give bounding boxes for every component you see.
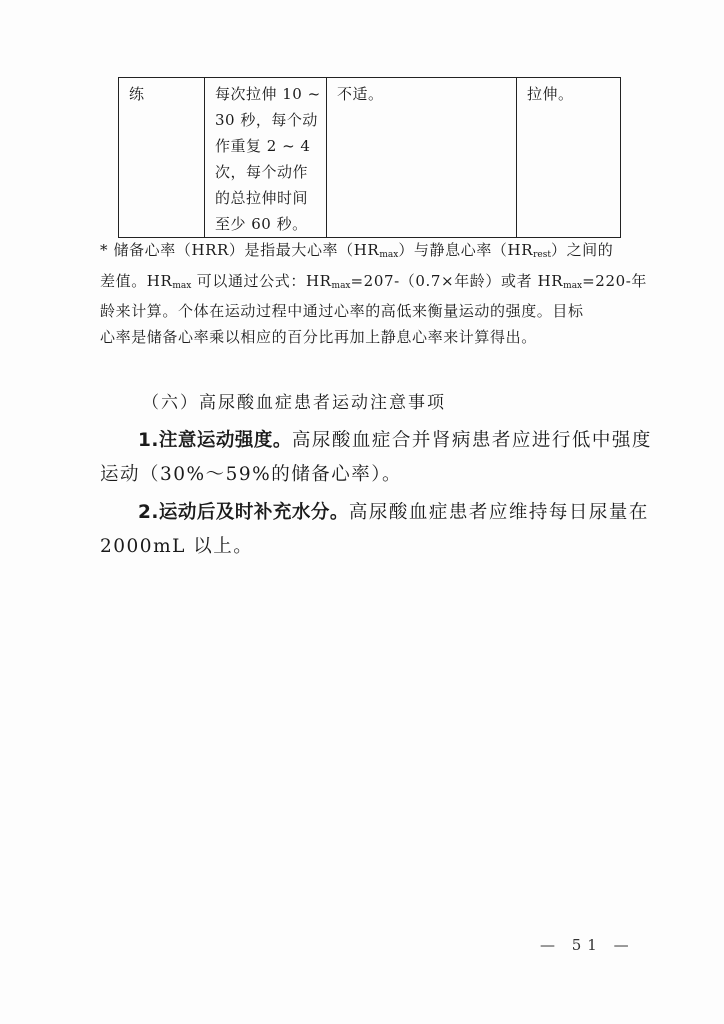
paragraph-hydration — [100, 496, 649, 564]
table-cell-caution — [327, 78, 517, 238]
page-number: — 51 — — [540, 936, 635, 954]
cell-text-line: 每次拉伸 10 ~ — [215, 85, 321, 103]
table-footnote — [100, 238, 648, 350]
paragraph-line: 2000mL 以上。 — [100, 536, 254, 557]
paragraph-line: 运动（30%～59%的储备心率）。 — [100, 464, 402, 485]
footnote-line-2: 差值。$HR_{max}$ 可以通过公式：$HR_{max}=207-(0.7\times$年龄）或者 $HR_{max}=220-$年 — [100, 271, 648, 291]
footnote-line-4: 心率是储备心率乘以相应的百分比再加上静息心率来计算得出。 — [100, 327, 537, 346]
paragraph-line: 1.注意运动强度。高尿酸血症合并肾病患者应进行低中强度 — [138, 430, 652, 451]
cell-text: 不适。 — [337, 85, 384, 103]
cell-text-line: 30 秒，每个动 — [215, 111, 318, 129]
paragraph-line: 2.运动后及时补充水分。高尿酸血症患者应维持每日尿量在 — [138, 502, 649, 523]
section-heading: （六）高尿酸血症患者运动注意事项 — [142, 393, 446, 413]
paragraph-lead: 1.注意运动强度。 — [138, 430, 292, 451]
footnote-line-1: * 储备心率（HRR）是指最大心率$(HR_{max})$与静息心率$(HR_{rest})$之间的 — [100, 241, 614, 260]
cell-text-line: 次，每个动作 — [215, 163, 309, 181]
table-cell-notes — [517, 78, 621, 238]
table-cell-type — [119, 78, 205, 238]
paragraph-lead: 2.运动后及时补充水分。 — [138, 502, 349, 523]
cell-text: 练 — [129, 85, 145, 103]
paragraph-exercise-intensity — [100, 424, 652, 492]
cell-text-line: 至少 60 秒。 — [215, 215, 308, 233]
cell-text: 拉伸。 — [527, 85, 574, 103]
table-cell-method — [205, 78, 327, 238]
footnote-line-3: 龄来计算。个体在运动过程中通过心率的高低来衡量运动的强度。目标 — [100, 302, 584, 320]
cell-text-line: 的总拉伸时间 — [215, 189, 309, 207]
exercise-table-fragment — [118, 77, 621, 238]
cell-text-line: 作重复 2 ~ 4 — [215, 137, 311, 155]
table-row — [119, 78, 621, 238]
